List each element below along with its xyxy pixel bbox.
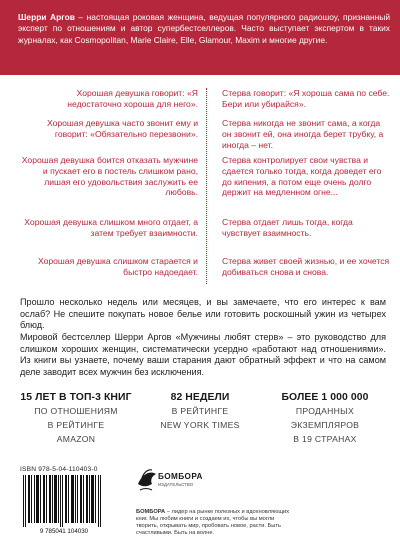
publisher-subtitle: ИЗДАТЕЛЬСТВО — [158, 482, 194, 487]
stat-line: AMAZON — [56, 434, 96, 445]
stat-line: ЭКЗЕМПЛЯРОВ — [290, 420, 360, 431]
bitch-statement: Стерва контролирует свои чувства и сдается только тогда, когда доведет его до кипения, а потом еще очень долго держит на медленном огне... — [222, 155, 382, 198]
publisher-blurb-text: – лидер на рынке полезных и вдохновляющих книг. Мы любим книги и создаем их, чтобы вы могли творить, открывать мир, пробовать новое, расти. Быть счастливыми. Быть на волне. — [136, 509, 290, 537]
description-paragraph-1: Прошло несколько недель или месяцев, и вы замечаете, что его интерес к вам ослаб? Не спешите покупать новое белье или готовить роскошный ужин из четырех блюд. — [20, 297, 386, 331]
author-bio-text: – настоящая роковая женщина, ведущая популярного радиошоу, признанный эксперт по отношениям и автор супербестселлеров. Часто выступает экспертом в таких журналах, как Cosmopolitan, Marie Claire, Elle, Glamour, Maxim и многие другие. — [18, 12, 390, 45]
stat-copies — [262, 392, 388, 446]
stat-headline: 82 НЕДЕЛИ — [170, 392, 230, 403]
stat-headline: 15 ЛЕТ В ТОП-3 КНИГ — [20, 392, 132, 403]
author-bio-band — [0, 0, 400, 75]
stat-line: ПО ОТНОШЕНИЯМ — [34, 406, 118, 416]
stat-line: В РЕЙТИНГЕ — [171, 406, 229, 416]
isbn-block — [20, 466, 114, 538]
good-girl-statement: Хорошая девушка слишком старается и быстро надоедает. — [37, 256, 198, 277]
good-girl-statement: Хорошая девушка часто звонит ему и говорит: «Обязательно перезвони». — [46, 118, 198, 139]
stat-line: В 19 СТРАНАХ — [293, 434, 357, 445]
comparison-divider — [206, 88, 207, 284]
bitch-statement: Стерва отдает лишь тогда, когда чувствует взаимность. — [222, 217, 353, 238]
stat-headline: БОЛЕЕ 1 000 000 — [281, 392, 369, 403]
good-girl-statement: Хорошая девушка слишком много отдает, а затем требует взаимности. — [24, 217, 198, 238]
publisher-blurb-name: БОМБОРА — [136, 509, 166, 515]
stat-line: NEW YORK TIMES — [160, 420, 240, 431]
good-girl-statement: Хорошая девушка говорит: «Я недостаточно хороша для него». — [67, 88, 198, 109]
author-name: Шерри Аргов — [18, 12, 75, 22]
good-girl-statement: Хорошая девушка боится отказать мужчине и пускает его в постель слишком рано, лишая его удовольствия заслужить ее любовь. — [21, 155, 198, 198]
stat-line: ПРОДАННЫХ — [295, 406, 355, 416]
publisher-blurb — [136, 509, 296, 537]
bitch-statement: Стерва говорит: «Я хороша сама по себе. Бери или убирайся». — [222, 88, 390, 109]
stat-amazon — [14, 392, 138, 446]
stat-line: В РЕЙТИНГЕ — [47, 420, 105, 431]
publisher-name: БОМБОРА — [158, 472, 203, 481]
stat-nyt — [148, 392, 252, 431]
isbn-number: ISBN 978-5-04-110403-0 — [20, 466, 98, 473]
bitch-statement: Стерва живет своей жизнью, и ее хочется добиваться снова и снова. — [222, 256, 390, 277]
bitch-statement: Стерва никогда не звонит сама, а когда он звонит ей, она иногда берет трубку, а иногда – нет. — [222, 118, 384, 150]
description-paragraph-2: Мировой бестселлер Шерри Аргов «Мужчины любят стерв» – это руководство для слишком хороших женщин, систематически усердно «работают над отношениями». Из книги вы узнаете, почему ваши старания дают обратный эффект и что на самом деле заводит всех мужчин без исключения. — [20, 332, 386, 377]
barcode — [20, 475, 108, 535]
barcode-digits: 9 785041 104030 — [39, 528, 89, 535]
